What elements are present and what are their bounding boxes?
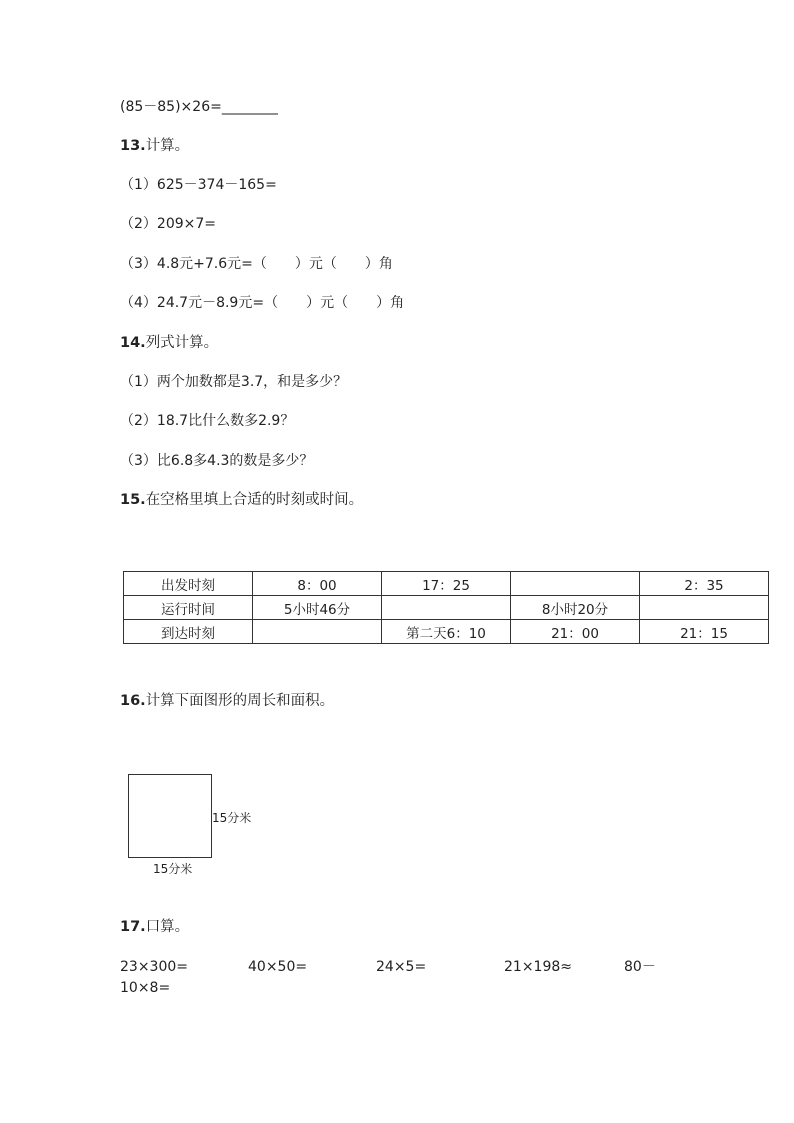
table-cell: 到达时刻: [124, 620, 253, 644]
table-cell-blank[interactable]: [511, 572, 640, 596]
table-cell-blank[interactable]: [253, 620, 382, 644]
q14-item-2: （2）18.7比什么数多2.9？: [120, 413, 295, 429]
table-cell: 21：15: [640, 620, 769, 644]
table-cell-blank[interactable]: [640, 596, 769, 620]
question-16-text: 计算下面图形的周长和面积。: [145, 693, 335, 709]
carried-equation: (85－85)×26=________: [120, 99, 278, 115]
side-length-label: 15分米: [212, 811, 252, 825]
question-15-number: 15.: [120, 492, 146, 508]
question-16-title: [120, 692, 334, 710]
table-cell: 出发时刻: [124, 572, 253, 596]
q17-item-4: 21×198≈: [504, 959, 572, 975]
q13-item-4: （4）24.7元－8.9元=（ ）元（ ）角: [120, 295, 405, 311]
table-cell: 5小时46分: [253, 596, 382, 620]
table-cell: 8小时20分: [511, 596, 640, 620]
q13-item-2: （2）209×7=: [120, 216, 216, 232]
table-row: [124, 620, 769, 644]
table-row: [124, 596, 769, 620]
question-17-number: 17.: [120, 919, 146, 935]
question-13-title: [120, 137, 189, 155]
q14-item-3: （3）比6.8多4.3的数是多少？: [120, 453, 314, 469]
q13-item-1: （1）625－374－165=: [120, 177, 277, 193]
q17-item-1: 23×300=: [120, 959, 188, 975]
table-cell: 第二天6：10: [382, 620, 511, 644]
table-cell: 2：35: [640, 572, 769, 596]
question-13-number: 13.: [120, 138, 146, 154]
table-cell-blank[interactable]: [382, 596, 511, 620]
question-13-text: 计算。: [145, 138, 190, 154]
table-cell: 8：00: [253, 572, 382, 596]
question-14-text: 列式计算。: [145, 335, 219, 351]
q14-item-1: （1）两个加数都是3.7，和是多少？: [120, 374, 348, 390]
q17-item-5-continuation: 10×8=: [120, 980, 171, 996]
question-17-text: 口算。: [145, 919, 190, 935]
schedule-table: [123, 571, 769, 644]
question-14-title: [120, 334, 218, 352]
bottom-length-label: 15分米: [153, 862, 193, 876]
table-cell: 运行时间: [124, 596, 253, 620]
q13-item-3: （3）4.8元+7.6元=（ ）元（ ）角: [120, 256, 393, 272]
question-14-number: 14.: [120, 335, 146, 351]
question-17-title: [120, 918, 189, 936]
question-15-text: 在空格里填上合适的时刻或时间。: [145, 492, 364, 508]
q17-item-2: 40×50=: [248, 959, 308, 975]
question-16-number: 16.: [120, 693, 146, 709]
square-figure: [128, 774, 212, 858]
table-cell: 17：25: [382, 572, 511, 596]
table-row: [124, 572, 769, 596]
q17-item-3: 24×5=: [376, 959, 427, 975]
table-cell: 21：00: [511, 620, 640, 644]
q17-item-5: 80－: [624, 959, 656, 975]
question-15-title: [120, 491, 363, 509]
